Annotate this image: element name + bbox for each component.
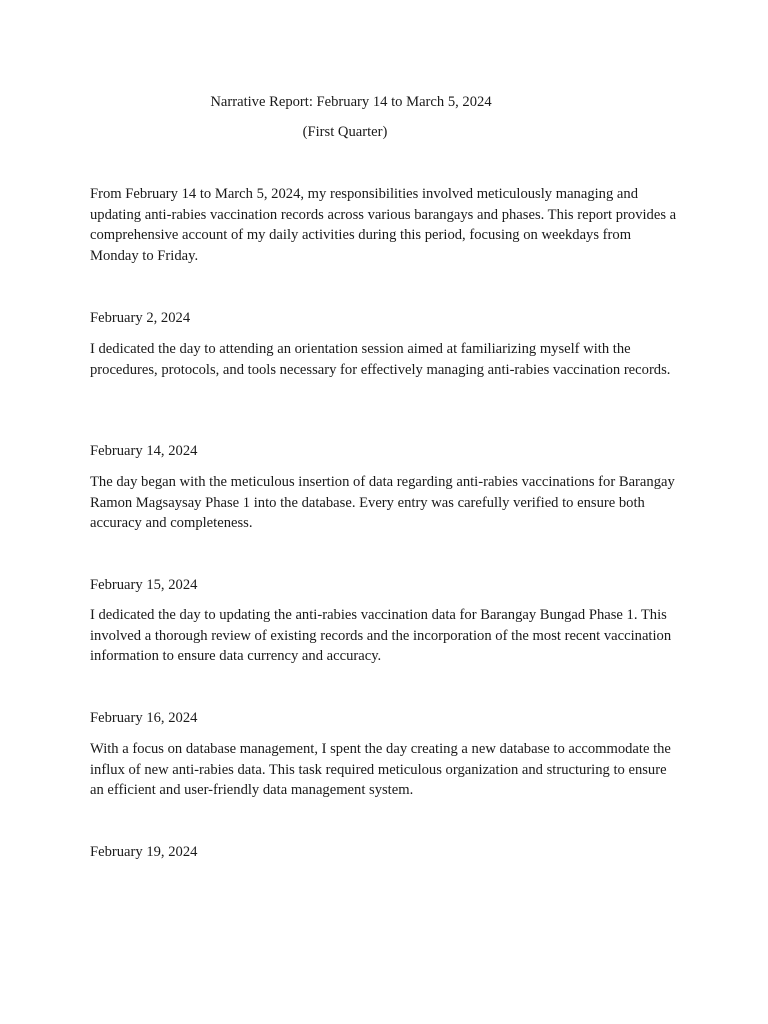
- entry-date: February 14, 2024: [90, 443, 198, 459]
- intro-paragraph: From February 14 to March 5, 2024, my responsibilities involved meticulously managing and updating anti-rabies vaccination records across various barangays and phases. This report provides a comprehensive account of my daily activities during this period, focusing on weekdays from Monday to Friday.: [90, 186, 677, 264]
- entry-text: I dedicated the day to attending an orientation session aimed at familiarizing myself with the procedures, protocols, and tools necessary for effectively managing anti-rabies vaccination records.: [90, 341, 671, 378]
- entry-date: February 15, 2024: [90, 577, 198, 593]
- entry-text: I dedicated the day to updating the anti-rabies vaccination data for Barangay Bungad Phase 1. This involved a thorough review of existing records and the incorporation of the most recent vaccination information to ensure data currency and accuracy.: [90, 607, 672, 664]
- report-title: Narrative Report: February 14 to March 5, 2024: [210, 94, 492, 110]
- entry-date: February 19, 2024: [90, 844, 198, 860]
- entry-date: February 16, 2024: [90, 710, 198, 726]
- entry-text: With a focus on database management, I spent the day creating a new database to accommodate the influx of new anti-rabies data. This task required meticulous organization and structuring to ensure an efficient and user-friendly data management system.: [90, 741, 671, 798]
- entry-text: The day began with the meticulous insertion of data regarding anti-rabies vaccinations for Barangay Ramon Magsaysay Phase 1 into the database. Every entry was carefully verified to ensure both accuracy and completeness.: [90, 474, 675, 531]
- entry-date: February 2, 2024: [90, 310, 191, 326]
- report-subtitle: (First Quarter): [302, 124, 388, 140]
